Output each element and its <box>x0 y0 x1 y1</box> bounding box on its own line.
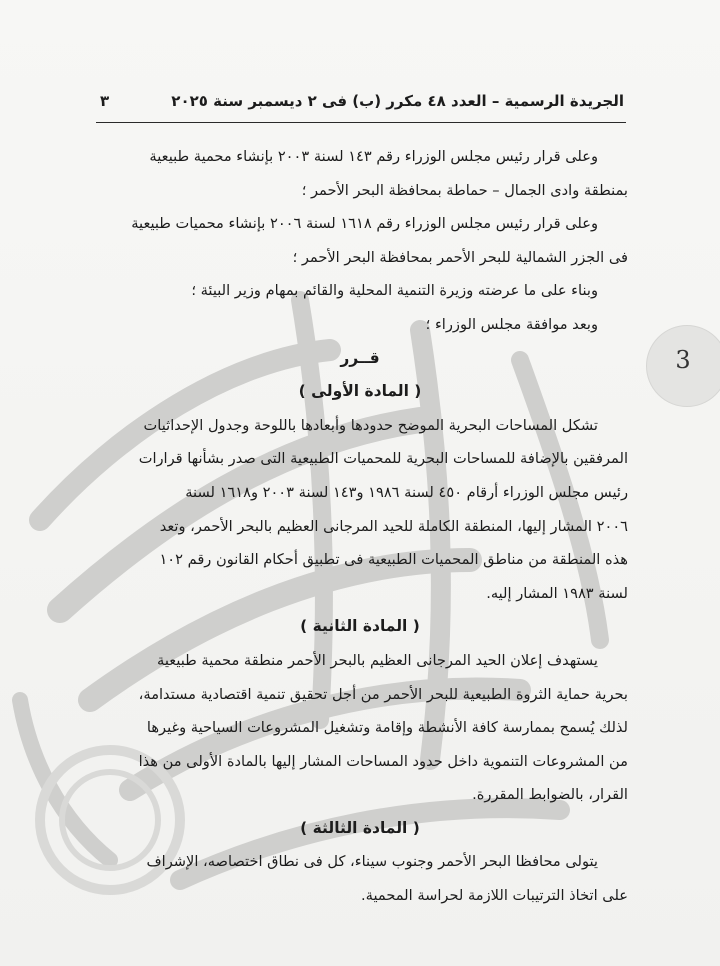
header-title: الجريدة الرسمية – العدد ٤٨ مكرر (ب) فى ٢ ديسمبر سنة ٢٠٢٥ <box>171 92 624 110</box>
text-line: تشكل المساحات البحرية الموضح حدودها وأبعادها باللوحة وجدول الإحداثيات <box>143 416 598 434</box>
gazette-header <box>100 86 624 116</box>
text-line: لذلك يُسمح بممارسة كافة الأنشطة وإقامة وتشغيل المشروعات السياحية وغيرها <box>146 719 628 737</box>
text-line: لسنة ١٩٨٣ المشار إليه. <box>486 584 628 602</box>
text-line: وبناء على ما عرضته وزيرة التنمية المحلية والقائم بمهام وزير البيئة ؛ <box>191 282 598 300</box>
text-line: ٢٠٠٦ المشار إليها، المنطقة الكاملة للحيد المرجانى العظيم بالبحر الأحمر، وتعد <box>159 517 628 535</box>
article-1-title: ( المادة الأولى ) <box>298 382 422 401</box>
text-line: يتولى محافظا البحر الأحمر وجنوب سيناء، كل فى نطاق اختصاصه، الإشراف <box>146 853 598 871</box>
text-line: من المشروعات التنموية داخل حدود المساحات المشار إليها بالمادة الأولى من هذا <box>138 752 628 770</box>
text-line: يستهدف إعلان الحيد المرجانى العظيم بالبحر الأحمر منطقة محمية طبيعية <box>157 651 598 669</box>
document-body <box>92 140 628 913</box>
text-line: وبعد موافقة مجلس الوزراء ؛ <box>425 315 598 333</box>
text-line: فى الجزر الشمالية للبحر الأحمر بمحافظة البحر الأحمر ؛ <box>292 248 628 266</box>
article-2-title: ( المادة الثانية ) <box>300 617 420 636</box>
text-line: رئيس مجلس الوزراء أرقام ٤٥٠ لسنة ١٩٨٦ و١٤٣ لسنة ٢٠٠٣ و١٦١٨ لسنة <box>185 483 628 501</box>
text-line: بحرية حماية الثروة الطبيعية للبحر الأحمر من أجل تحقيق تنمية اقتصادية مستدامة، <box>138 685 628 703</box>
text-line: وعلى قرار رئيس مجلس الوزراء رقم ١٤٣ لسنة ٢٠٠٣ بإنشاء محمية طبيعية <box>149 148 598 165</box>
text-line: القرار، بالضوابط المقررة. <box>472 786 628 804</box>
text-line: بمنطقة وادى الجمال – حماطة بمحافظة البحر الأحمر ؛ <box>301 181 628 199</box>
header-divider <box>96 122 626 123</box>
text-line: وعلى قرار رئيس مجلس الوزراء رقم ١٦١٨ لسنة ٢٠٠٦ بإنشاء محميات طبيعية <box>131 215 598 233</box>
text-line: المرفقين بالإضافة للمساحات البحرية للمحميات الطبيعية التى صدر بشأنها قرارات <box>138 450 628 468</box>
article-3-title: ( المادة الثالثة ) <box>300 818 420 837</box>
page-tab-number: 3 <box>675 346 691 374</box>
text-line: هذه المنطقة من مناطق المحميات الطبيعية فى تطبيق أحكام القانون رقم ١٠٢ <box>159 551 628 569</box>
header-page-number: ٣ <box>100 92 110 110</box>
decision-heading: قــرر <box>340 348 380 367</box>
text-line: على اتخاذ الترتيبات اللازمة لحراسة المحمية. <box>361 887 628 905</box>
